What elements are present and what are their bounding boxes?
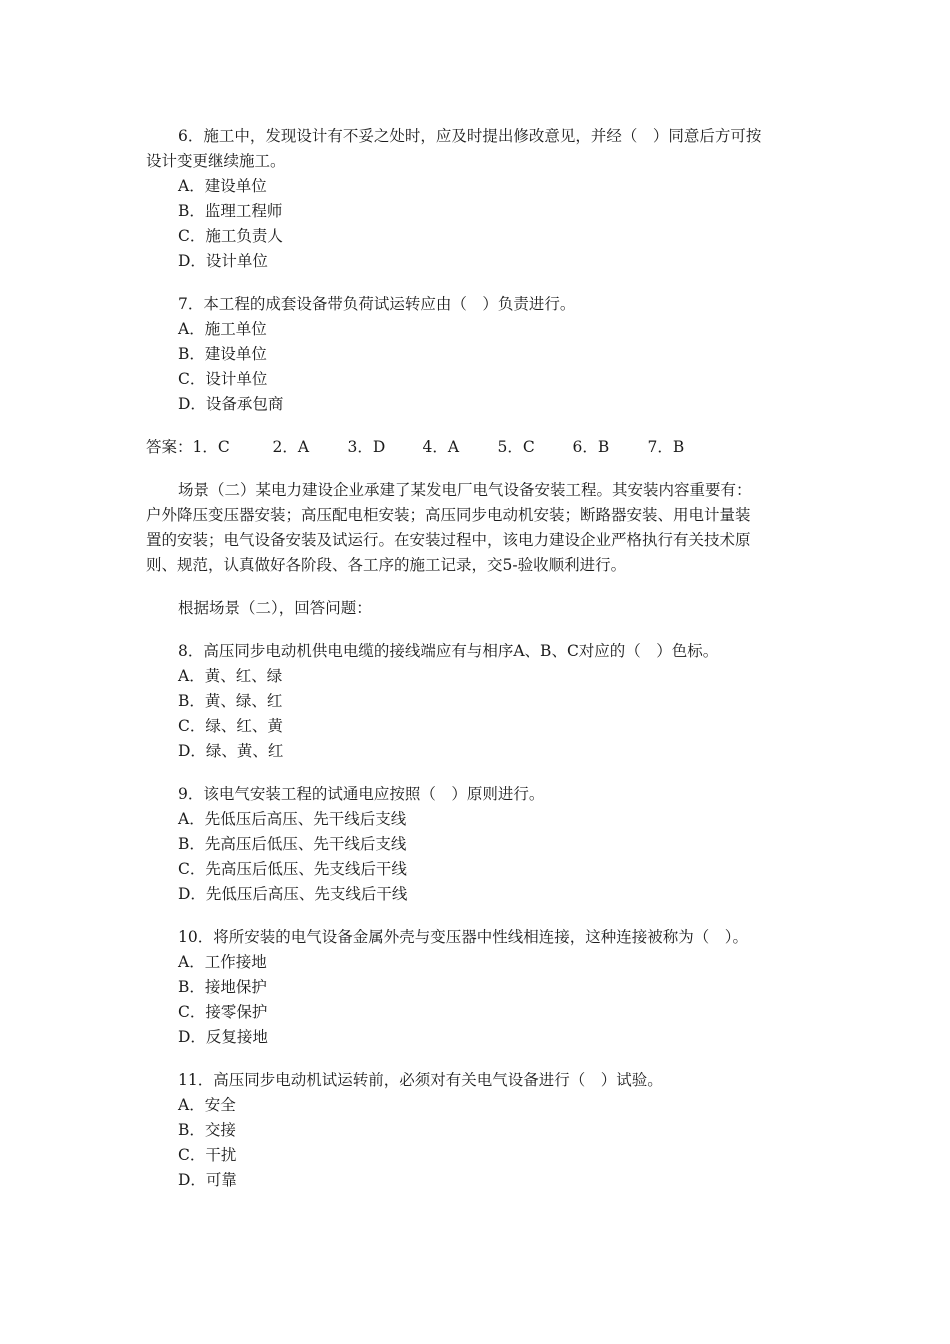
option-c: C．先高压后低压、先支线后干线 xyxy=(178,860,407,878)
question-stem: 7．本工程的成套设备带负荷试运转应由（ ）负责进行。 xyxy=(178,295,576,313)
scenario-line: 场景（二）某电力建设企业承建了某发电厂电气设备安装工程。其安装内容重要有： xyxy=(178,481,752,499)
question-7 xyxy=(146,292,816,417)
option-d: D．先低压后高压、先支线后干线 xyxy=(178,885,408,903)
option-a: A．施工单位 xyxy=(178,320,267,338)
question-8 xyxy=(146,639,816,764)
option-c: C．设计单位 xyxy=(178,370,268,388)
option-a: A．建设单位 xyxy=(178,177,267,195)
option-b: B．监理工程师 xyxy=(178,202,283,220)
answer-item: 2．A xyxy=(272,438,310,456)
option-d: D．设备承包商 xyxy=(178,395,284,413)
question-stem: 6．施工中，发现设计有不妥之处时，应及时提出修改意见，并经（ ）同意后方可按 xyxy=(178,127,762,145)
option-b: B．交接 xyxy=(178,1121,236,1139)
answer-key xyxy=(146,435,816,460)
answer-item: 3．D xyxy=(347,438,386,456)
scenario-line: 置的安装；电气设备安装及试运行。在安装过程中，该电力建设企业严格执行有关技术原 xyxy=(146,531,751,549)
option-d: D．反复接地 xyxy=(178,1028,268,1046)
answer-item: 7．B xyxy=(647,438,685,456)
option-a: A．先低压后高压、先干线后支线 xyxy=(178,810,407,828)
question-stem: 11．高压同步电动机试运转前，必须对有关电气设备进行（ ）试验。 xyxy=(178,1071,663,1089)
option-b: B．建设单位 xyxy=(178,345,267,363)
option-d: D．设计单位 xyxy=(178,252,268,270)
option-b: B．先高压后低压、先干线后支线 xyxy=(178,835,407,853)
question-6 xyxy=(146,124,816,274)
answer-item: 1．C xyxy=(192,438,230,456)
question-11 xyxy=(146,1068,816,1193)
scenario-paragraph xyxy=(146,478,816,578)
option-d: D．可靠 xyxy=(178,1171,237,1189)
option-c: C．绿、红、黄 xyxy=(178,717,283,735)
question-stem: 8．高压同步电动机供电电缆的接线端应有与相序A、B、C对应的（ ）色标。 xyxy=(178,642,719,660)
option-d: D．绿、黄、红 xyxy=(178,742,284,760)
scenario-line: 户外降压变压器安装；高压配电柜安装；高压同步电动机安装；断路器安装、用电计量装 xyxy=(146,506,751,524)
question-stem: 9．该电气安装工程的试通电应按照（ ）原则进行。 xyxy=(178,785,545,803)
question-10 xyxy=(146,925,816,1050)
option-b: B．黄、绿、红 xyxy=(178,692,283,710)
question-9 xyxy=(146,782,816,907)
answer-item: 6．B xyxy=(572,438,610,456)
answer-item: 5．C xyxy=(497,438,535,456)
scenario-prompt: 根据场景（二），回答问题： xyxy=(178,599,372,617)
option-a: A．安全 xyxy=(178,1096,236,1114)
answer-key-label: 答案： xyxy=(146,438,193,456)
question-stem: 10．将所安装的电气设备金属外壳与变压器中性线相连接，这种连接被称为（ ）。 xyxy=(178,928,748,946)
option-a: A．黄、红、绿 xyxy=(178,667,283,685)
option-c: C．接零保护 xyxy=(178,1003,268,1021)
question-stem-continued: 设计变更继续施工。 xyxy=(146,152,286,170)
scenario-line: 则、规范，认真做好各阶段、各工序的施工记录，交5-验收顺利进行。 xyxy=(146,556,627,574)
answer-item: 4．A xyxy=(422,438,460,456)
document-page xyxy=(146,124,816,1193)
option-c: C．施工负责人 xyxy=(178,227,283,245)
option-a: A．工作接地 xyxy=(178,953,267,971)
option-c: C．干扰 xyxy=(178,1146,237,1164)
option-b: B．接地保护 xyxy=(178,978,267,996)
